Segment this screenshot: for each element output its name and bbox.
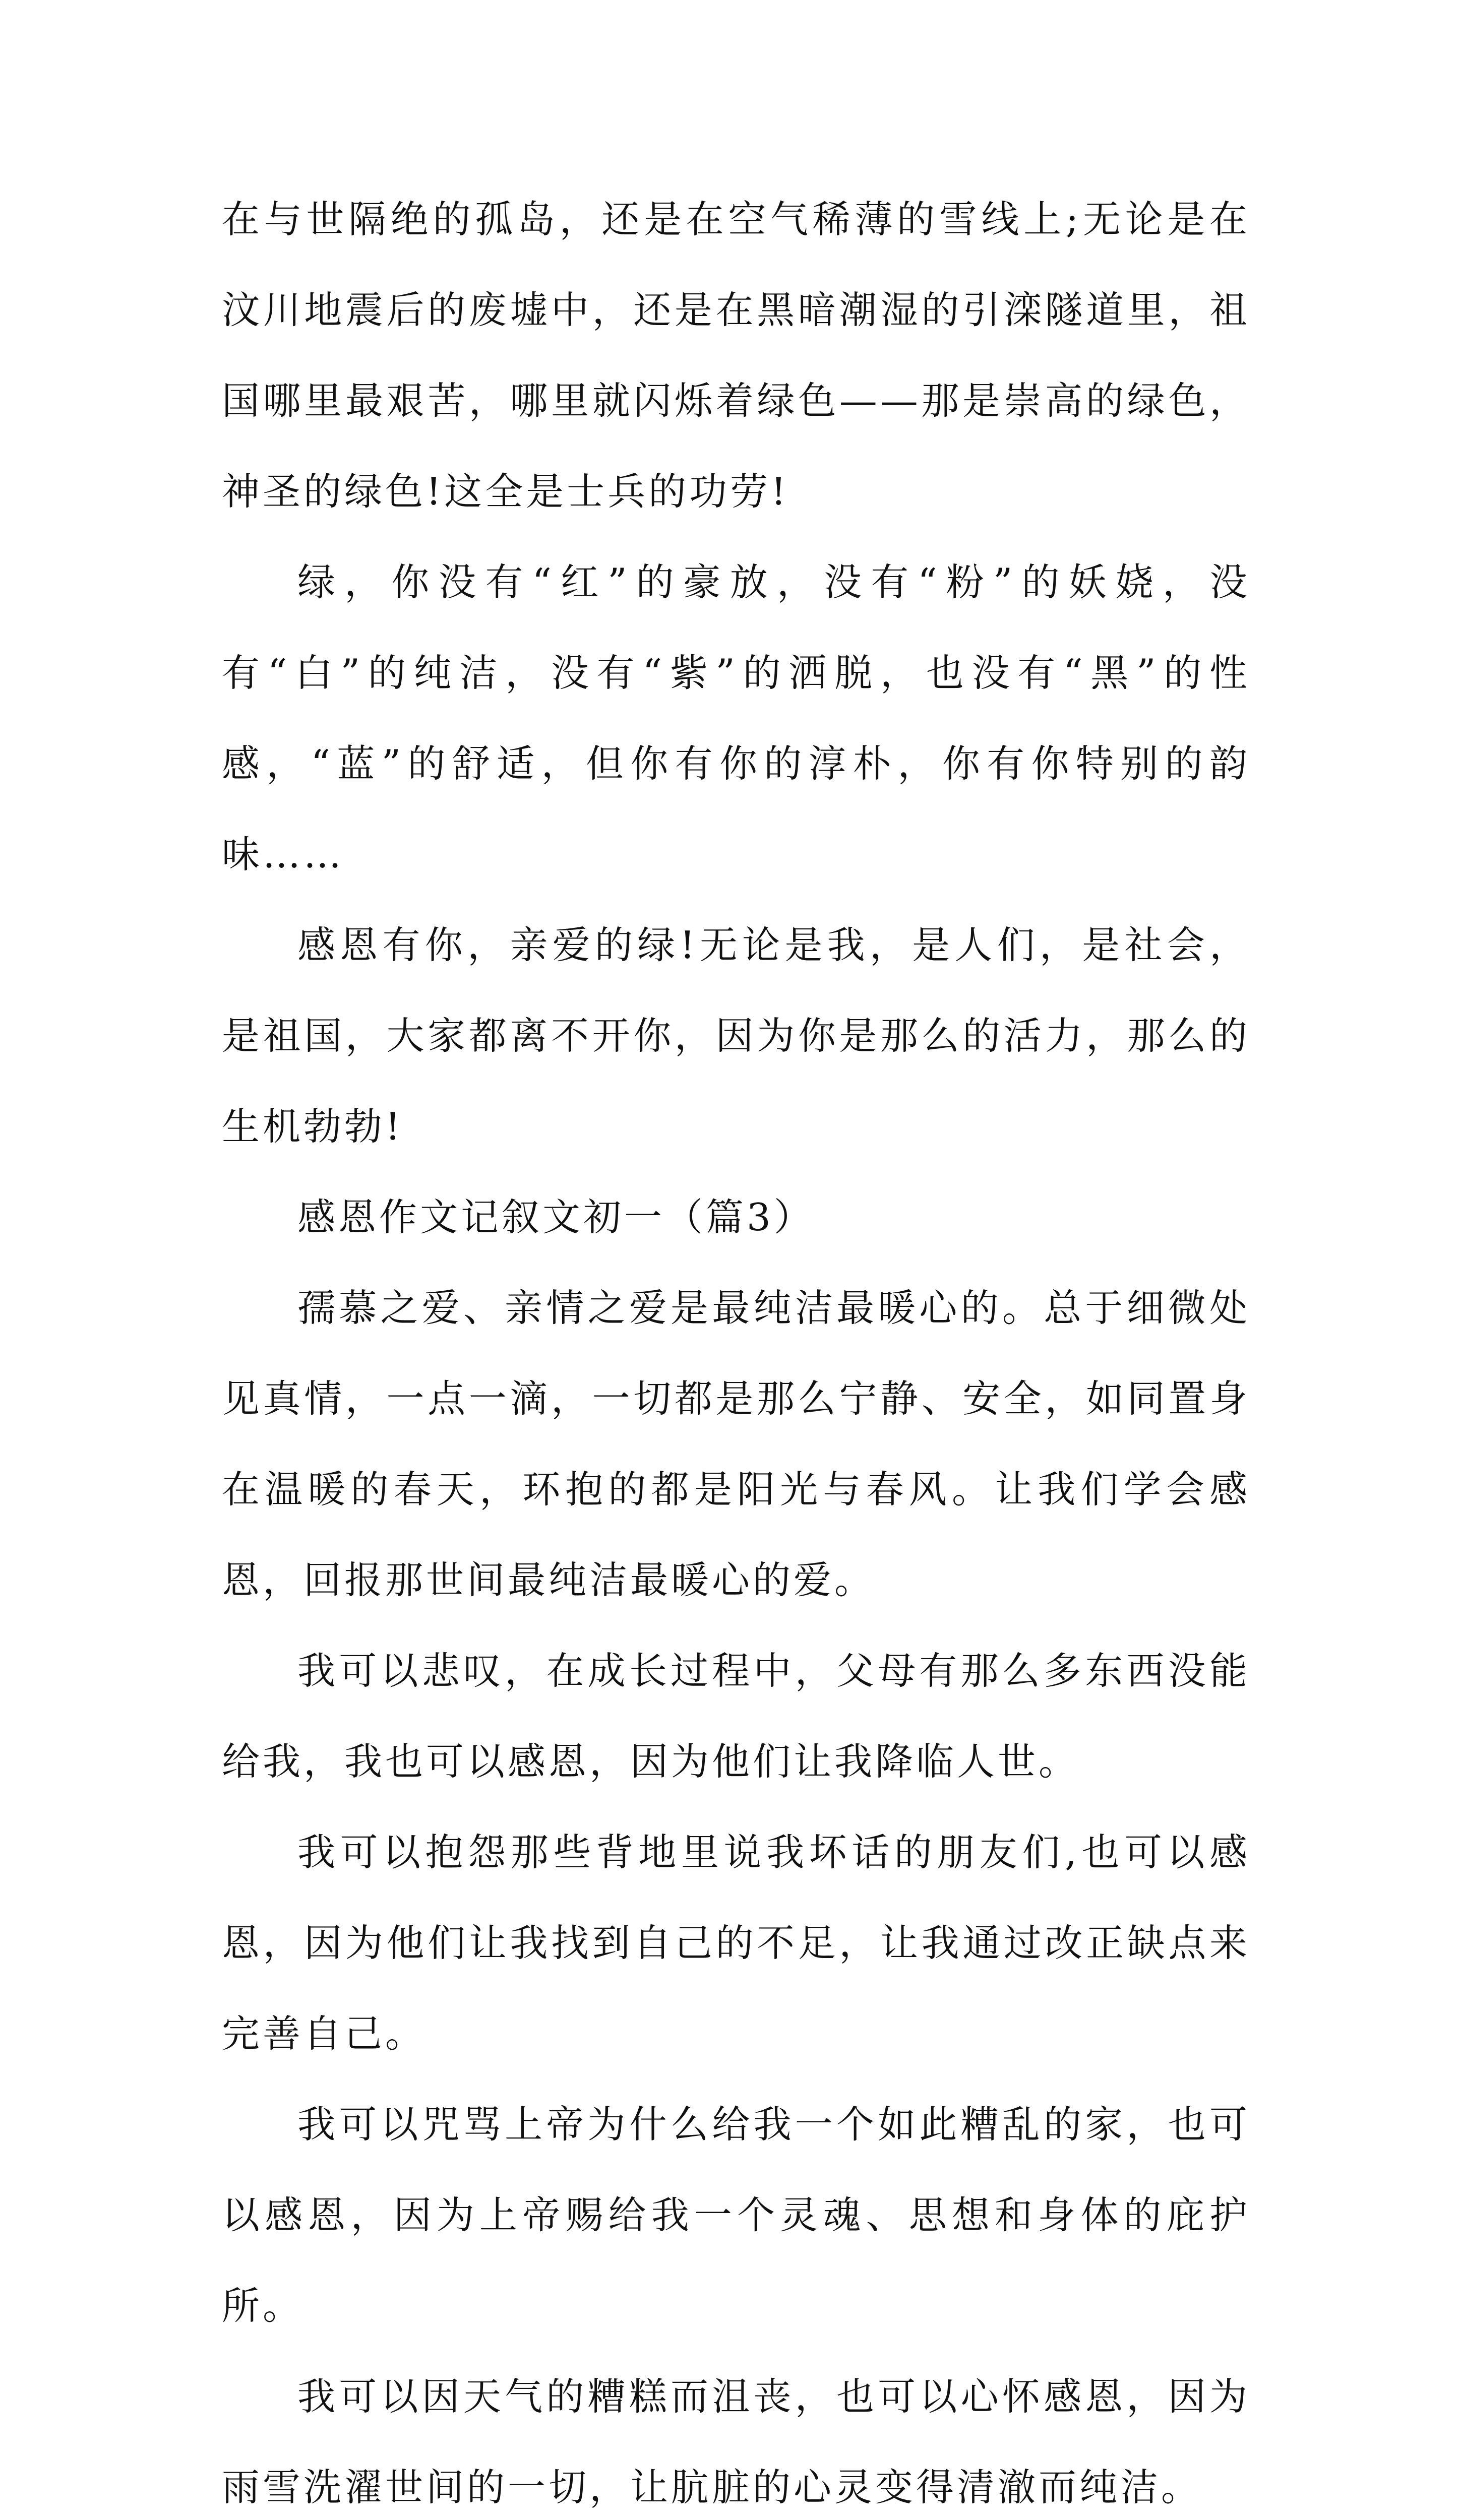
document-body bbox=[222, 174, 1250, 2520]
section-heading: 感恩作文记叙文初一（篇3） bbox=[297, 1195, 815, 1239]
paragraph-friends: 我可以抱怨那些背地里说我坏话的朋友们,也可以感恩，因为他们让我找到自己的不足，让我通过改正缺点来完善自己。 bbox=[222, 1830, 1250, 2056]
paragraph-gratitude-green: 感恩有你，亲爱的绿!无论是我，是人们，是社会，是祖国，大家都离不开你，因为你是那么的活力，那么的生机勃勃! bbox=[222, 923, 1250, 1149]
paragraph-continuation: 在与世隔绝的孤岛，还是在空气稀薄的雪线上;无论是在汶川地震后的废墟中，还是在黑暗潮湿的引滦隧道里，祖国哪里最艰苦，哪里就闪烁着绿色——那是崇高的绿色，神圣的绿色!这全是士兵的功劳! bbox=[222, 197, 1250, 514]
paragraph-green-comparison: 绿，你没有“红”的豪放，没有“粉”的妖娆，没有“白”的纯洁，没有“紫”的洒脱，也没有“黑”的性感，“蓝”的舒适，但你有你的淳朴，你有你特别的韵味…… bbox=[222, 560, 1250, 876]
paragraph-weather: 我可以因天气的糟糕而沮丧，也可以心怀感恩，因为雨雪洗濯世间的一切，让肮脏的心灵变得清澈而纯洁。 bbox=[222, 2374, 1250, 2509]
paragraph-family-love: 孺慕之爱、亲情之爱是最纯洁最暖心的。总于细微处见真情，一点一滴，一切都是那么宁静、安全，如同置身在温暖的春天，环抱的都是阳光与春风。让我们学会感恩，回报那世间最纯洁最暖心的爱。 bbox=[222, 1286, 1250, 1602]
paragraph-home: 我可以咒骂上帝为什么给我一个如此糟乱的家，也可以感恩，因为上帝赐给我一个灵魂、思想和身体的庇护所。 bbox=[222, 2102, 1250, 2328]
paragraph-parents: 我可以悲叹，在成长过程中，父母有那么多东西没能给我，我也可以感恩，因为他们让我降临人世。 bbox=[222, 1649, 1250, 1784]
